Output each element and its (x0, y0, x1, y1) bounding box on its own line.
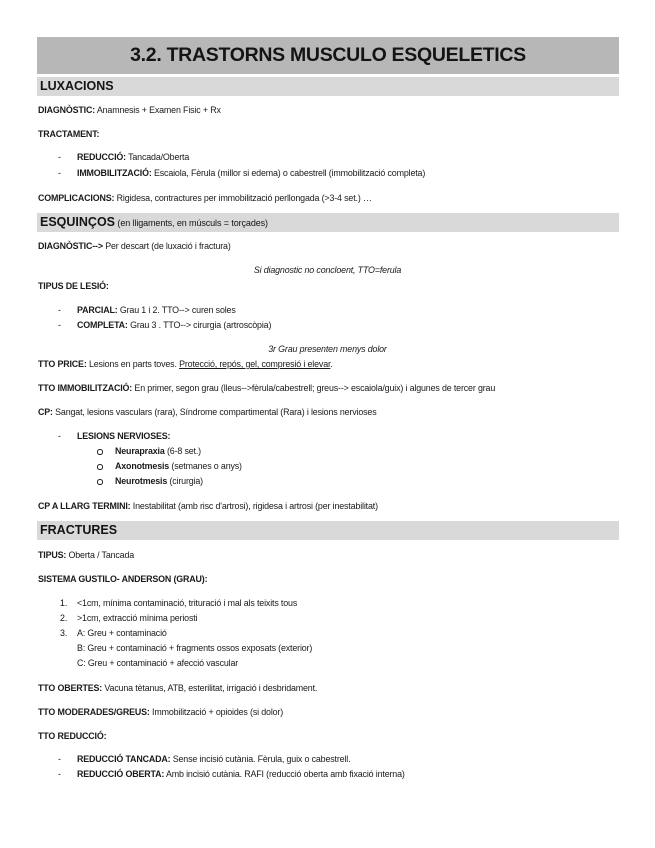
bullet-dash: - (58, 769, 61, 779)
list-item: >1cm, extracció mínima periosti (77, 613, 198, 623)
list-item: REDUCCIÓ OBERTA: Amb incisió cutània. RAFI (reducció oberta amb fixació interna) (77, 769, 405, 779)
bullet-dash: - (58, 152, 61, 162)
list-item: COMPLETA: Grau 3 . TTO--> cirurgia (artroscòpia) (77, 320, 272, 330)
list-item: A: Greu + contaminació (77, 628, 167, 638)
list-item: REDUCCIÓ: Tancada/Oberta (77, 152, 190, 162)
list-subitem: C: Greu + contaminació + afecció vascular (77, 658, 239, 668)
esquincos-tipus-label: TIPUS DE LESIÓ: (38, 281, 109, 291)
section-title: LUXACIONS (40, 79, 114, 93)
luxacions-diagnostic: DIAGNÒSTIC: Anamnesis + Examen Fisic + Rx (38, 105, 221, 115)
cp-llarg-termini: CP A LLARG TERMINI: Inestabilitat (amb risc d'artrosi), rigidesa i artrosi (per inestabilitat) (38, 501, 378, 511)
tto-obertes: TTO OBERTES: Vacuna tètanus, ATB, esterilitat, irrigació i desbridament. (38, 683, 318, 693)
section-title: FRACTURES (40, 523, 118, 537)
list-item: Axonotmesis (setmanes o anys) (115, 461, 242, 471)
tto-moderades: TTO MODERADES/GREUS: Immobilització + opioides (si dolor) (38, 707, 284, 717)
esquincos-diagnostic: DIAGNÒSTIC--> Per descart (de luxació i fractura) (38, 241, 231, 251)
list-item: Neurapraxia (6-8 set.) (115, 446, 201, 456)
tto-immobilitzacio: TTO IMMOBILITZACIÓ: En primer, segon grau (lleus-->fèrula/cabestrell; greus--> escaiola/guix) i algunes de tercer grau (38, 383, 496, 393)
list-item: Neurotmesis (cirurgia) (115, 476, 203, 486)
bullet-dash: - (58, 320, 61, 330)
section-header-fractures (37, 521, 619, 540)
bullet-circle (97, 464, 103, 470)
list-number: 1. (60, 598, 68, 608)
note-text: Si diagnostic no concloent, TTO=ferula (253, 265, 402, 275)
sistema-gustilo-label: SISTEMA GUSTILO- ANDERSON (GRAU): (38, 574, 208, 584)
list-item: IMMOBILITZACIÓ: Escaiola, Fèrula (millor si edema) o cabestrell (immobilització completa) (77, 168, 426, 178)
fractures-tipus: TIPUS: Oberta / Tancada (38, 550, 135, 560)
tto-price: TTO PRICE: Lesions en parts toves. Protecció, repós, gel, compresió i elevar. (38, 359, 333, 369)
note-text: 3r Grau presenten menys dolor (268, 344, 387, 354)
page-title: 3.2. TRASTORNS MUSCULO ESQUELETICS (130, 44, 526, 66)
bullet-dash: - (58, 431, 61, 441)
list-item: PARCIAL: Grau 1 i 2. TTO--> curen soles (77, 305, 236, 315)
complicacions-cp: CP: Sangat, lesions vasculars (rara), Síndrome compartimental (Rara) i lesions nervioses (38, 407, 377, 417)
bullet-circle (97, 449, 103, 455)
luxacions-tractament-label: TRACTAMENT: (38, 129, 100, 139)
lesions-nervioses-label: LESIONS NERVIOSES: (77, 431, 171, 441)
luxacions-complicacions: COMPLICACIONS: Rigidesa, contractures per immobilització perllongada (>3-4 set.) … (38, 193, 372, 203)
list-number: 3. (60, 628, 68, 638)
page-title-bar (37, 37, 619, 74)
bullet-dash: - (58, 305, 61, 315)
bullet-dash: - (58, 754, 61, 764)
bullet-dash: - (58, 168, 61, 178)
section-header-esquincos (37, 213, 619, 232)
tto-reduccio-label: TTO REDUCCIÓ: (38, 731, 107, 741)
list-number: 2. (60, 613, 68, 623)
list-item: REDUCCIÓ TANCADA: Sense incisió cutània. Fèrula, guix o cabestrell. (77, 754, 351, 764)
list-subitem: B: Greu + contaminació + fragments ossos exposats (exterior) (77, 643, 313, 653)
list-item: <1cm, mínima contaminació, trituració i mal als teixits tous (77, 598, 298, 608)
bullet-circle (97, 479, 103, 485)
section-title: ESQUINÇOS (en lligaments, en músculs = torçades) (40, 215, 268, 229)
section-header-luxacions (37, 77, 619, 96)
